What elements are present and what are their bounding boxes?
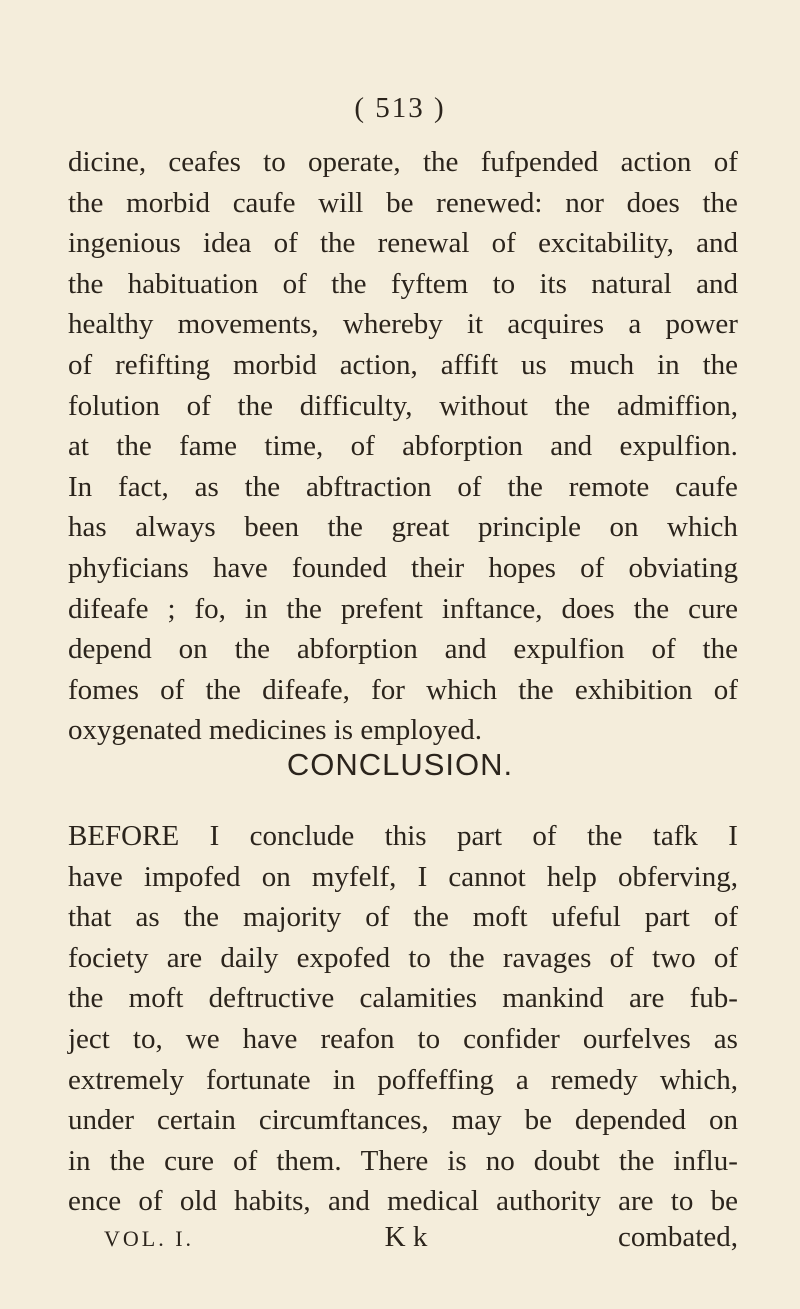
word: morbid: [233, 348, 317, 381]
word: been: [244, 511, 299, 544]
text-line: [68, 897, 738, 938]
paragraph-2: [68, 816, 738, 1222]
word: have: [212, 551, 268, 584]
word: fub-: [689, 982, 738, 1015]
word: the: [586, 820, 623, 852]
word: poffeffing: [377, 1063, 494, 1096]
word: doubt: [533, 1144, 600, 1177]
word: the: [68, 186, 104, 219]
word: the: [633, 592, 670, 625]
word: the: [244, 470, 281, 503]
word: ;: [167, 592, 176, 625]
word: be: [386, 186, 414, 219]
word: ence: [68, 1185, 122, 1218]
word: fufpended: [480, 146, 599, 178]
word: the: [618, 1144, 655, 1177]
word: I: [417, 860, 428, 893]
word: caufe: [232, 186, 296, 219]
word: are: [618, 1185, 654, 1218]
word: in: [244, 592, 268, 625]
word: influ-: [673, 1144, 738, 1177]
word: difeafe: [68, 592, 149, 625]
word: certain: [156, 1104, 236, 1137]
word: cure: [164, 1144, 215, 1177]
word: a: [628, 308, 642, 341]
word: obviating: [628, 551, 738, 584]
word: operate,: [308, 146, 401, 178]
word: tafk: [652, 820, 698, 852]
word: renewal: [377, 227, 470, 260]
word: daily: [220, 941, 279, 974]
page-number: ( 513 ): [354, 92, 446, 124]
word: to: [408, 941, 431, 974]
word: will: [318, 186, 364, 219]
word: a: [515, 1063, 529, 1096]
word: habits,: [234, 1185, 311, 1218]
word: exhibition: [574, 673, 693, 706]
word: are: [628, 982, 665, 1015]
word: difficulty,: [299, 389, 413, 422]
word: have: [242, 1022, 298, 1055]
word: us: [521, 348, 547, 381]
word: at: [68, 430, 89, 463]
word: ourfelves: [582, 1022, 691, 1055]
word: medical: [387, 1185, 479, 1218]
word: in: [68, 1144, 91, 1177]
word: hopes: [488, 551, 556, 584]
word: its: [539, 267, 567, 300]
word: renewed:: [436, 186, 543, 219]
word: authority: [496, 1185, 601, 1218]
word: of: [186, 389, 211, 422]
word: excitability,: [538, 227, 674, 260]
word: remedy: [550, 1063, 638, 1096]
word: the: [554, 389, 591, 422]
word: to,: [132, 1022, 163, 1055]
word: impofed: [143, 860, 241, 893]
text-line: [68, 467, 738, 508]
catchword: combated,: [618, 1221, 738, 1253]
page-footer: [104, 1221, 738, 1254]
text-line: [68, 670, 738, 711]
word: on: [178, 633, 208, 666]
word: on: [708, 1104, 738, 1137]
word: fact,: [118, 470, 169, 503]
text-line: [68, 507, 738, 548]
word: as: [713, 1022, 738, 1055]
word: dicine,: [68, 146, 147, 178]
word: part: [644, 901, 690, 934]
word: to: [417, 1022, 441, 1055]
word: it: [467, 308, 484, 341]
word: and: [327, 1185, 370, 1218]
text-line: [68, 183, 738, 224]
word: to: [670, 1185, 694, 1218]
text-line: [68, 345, 738, 386]
word: mankind: [502, 982, 604, 1015]
word: movements,: [177, 308, 319, 341]
word: conclude: [249, 820, 355, 852]
text-line: [68, 548, 738, 589]
word: idea: [203, 227, 252, 260]
word: affift: [440, 348, 499, 381]
word: prefent: [340, 592, 423, 625]
word: time,: [264, 430, 324, 463]
word: which,: [659, 1063, 738, 1096]
word: moft: [472, 901, 528, 934]
word: be: [710, 1185, 738, 1218]
word: have: [68, 860, 123, 893]
word: we: [185, 1022, 220, 1055]
word: great: [391, 511, 450, 544]
word: inftance,: [441, 592, 543, 625]
word: depended: [574, 1104, 687, 1137]
word: depend: [68, 633, 152, 666]
word: obferving,: [617, 860, 738, 893]
word: refifting: [115, 348, 211, 381]
word: of: [68, 348, 93, 381]
word: of: [580, 551, 605, 584]
word: fortunate: [206, 1063, 311, 1096]
word: ufeful: [551, 901, 621, 934]
word: ject: [68, 1022, 110, 1055]
word: habituation: [127, 267, 259, 300]
text-line: [68, 938, 738, 979]
text-line: [68, 304, 738, 345]
word: fociety: [68, 941, 149, 974]
word: of: [350, 430, 375, 463]
word: part: [456, 820, 503, 852]
word: the: [702, 633, 738, 666]
word: in: [332, 1063, 356, 1096]
word: the: [319, 227, 356, 260]
word: myfelf,: [311, 860, 397, 893]
signature-mark: K k: [384, 1221, 428, 1253]
word: their: [411, 551, 465, 584]
word: no: [485, 1144, 515, 1177]
word: as: [135, 901, 160, 934]
text-line: [68, 589, 738, 630]
text-line: oxygenated medicines is employed.: [68, 714, 482, 747]
word: action: [620, 146, 692, 178]
word: the: [518, 673, 554, 706]
word: the: [286, 592, 322, 625]
word: of: [233, 1144, 258, 1177]
word: cure: [688, 592, 738, 625]
word: of: [713, 941, 738, 974]
word: of: [651, 633, 676, 666]
word: fyftem: [390, 267, 469, 300]
word: the: [422, 146, 459, 178]
word: remote: [568, 470, 650, 503]
word: the: [413, 901, 449, 934]
word: circumftances,: [258, 1104, 429, 1137]
word: caufe: [675, 470, 738, 503]
word: I: [728, 820, 738, 852]
word: the: [237, 389, 273, 422]
word: founded: [291, 551, 387, 584]
word: ingenious: [68, 227, 181, 260]
word: abftraction: [305, 470, 432, 503]
word: the: [702, 186, 738, 219]
word: of: [609, 941, 634, 974]
word: I: [209, 820, 220, 852]
word: and: [444, 633, 487, 666]
word: natural: [591, 267, 672, 300]
word: abforption: [296, 633, 418, 666]
word: the: [109, 1144, 146, 1177]
word: majority: [243, 901, 342, 934]
word: is: [447, 1144, 467, 1177]
word: nor: [565, 186, 604, 219]
word: moft: [128, 982, 184, 1015]
word: under: [68, 1104, 135, 1137]
word: extremely: [68, 1063, 184, 1096]
word: abforption: [402, 430, 523, 463]
word: action,: [339, 348, 418, 381]
word: BEFORE: [68, 820, 180, 852]
word: does: [626, 186, 680, 219]
word: the: [68, 267, 104, 300]
text-line: [68, 1019, 738, 1060]
word: of: [713, 673, 738, 706]
word: of: [532, 820, 557, 852]
text-line: [68, 1100, 738, 1141]
word: of: [491, 227, 516, 260]
word: of: [273, 227, 298, 260]
word: may: [451, 1104, 502, 1137]
text-line: [68, 264, 738, 305]
text-line: [68, 1181, 738, 1222]
text-line: [68, 978, 738, 1019]
word: morbid: [126, 186, 210, 219]
word: in: [657, 348, 680, 381]
word: them.: [276, 1144, 342, 1177]
text-line: [68, 816, 738, 857]
word: the: [116, 430, 152, 463]
word: whereby: [342, 308, 443, 341]
text-line: [68, 1141, 738, 1182]
text-line: [68, 142, 738, 183]
word: the: [507, 470, 543, 503]
word: as: [194, 470, 219, 503]
word: on: [261, 860, 291, 893]
word: to: [263, 146, 286, 178]
word: of: [713, 901, 738, 934]
text-line: [68, 1060, 738, 1101]
word: healthy: [68, 308, 154, 341]
word: and: [696, 267, 738, 300]
word: without: [439, 389, 528, 422]
word: ravages: [502, 941, 592, 974]
word: fo,: [194, 592, 226, 625]
word: this: [384, 820, 427, 852]
word: of: [282, 267, 307, 300]
word: has: [68, 511, 107, 544]
paragraph-1: [68, 142, 738, 751]
word: deftructive: [208, 982, 335, 1015]
word: help: [546, 860, 597, 893]
word: difeafe,: [262, 673, 350, 706]
text-line: [68, 426, 738, 467]
word: old: [179, 1185, 217, 1218]
word: of: [365, 901, 390, 934]
word: and: [696, 227, 738, 260]
word: expulfion: [513, 633, 625, 666]
word: and: [550, 430, 593, 463]
word: which: [426, 673, 498, 706]
text-line: [68, 629, 738, 670]
word: acquires: [507, 308, 605, 341]
word: always: [135, 511, 216, 544]
word: does: [561, 592, 615, 625]
word: There: [360, 1144, 429, 1177]
word: the: [205, 673, 241, 706]
word: on: [609, 511, 639, 544]
word: be: [524, 1104, 552, 1137]
word: the: [183, 901, 220, 934]
word: power: [665, 308, 738, 341]
word: that: [68, 901, 112, 934]
word: to: [492, 267, 516, 300]
word: of: [713, 146, 738, 178]
word: principle: [477, 511, 582, 544]
word: the: [331, 267, 367, 300]
volume-label: VOL. I.: [104, 1226, 195, 1251]
word: the: [449, 941, 485, 974]
word: admiffion,: [616, 389, 738, 422]
word: for: [371, 673, 405, 706]
word: are: [166, 941, 203, 974]
word: the: [327, 511, 363, 544]
word: of: [457, 470, 482, 503]
word: the: [234, 633, 270, 666]
word: folution: [68, 389, 160, 422]
word: cannot: [448, 860, 526, 893]
word: fomes: [68, 673, 139, 706]
word: which: [667, 511, 738, 544]
word: phyficians: [68, 551, 189, 584]
text-line: [68, 857, 738, 898]
text-line: [68, 386, 738, 427]
word: the: [68, 982, 104, 1015]
word: two: [652, 941, 696, 974]
word: fame: [179, 430, 238, 463]
word: the: [702, 348, 738, 381]
word: confider: [463, 1022, 560, 1055]
word: ceafes: [168, 146, 241, 178]
word: much: [569, 348, 635, 381]
word: calamities: [359, 982, 478, 1015]
word: In: [68, 470, 93, 503]
word: of: [138, 1185, 163, 1218]
word: expulfion.: [619, 430, 738, 463]
word: of: [160, 673, 185, 706]
word: expofed: [296, 941, 391, 974]
section-heading: CONCLUSION.: [286, 747, 514, 782]
text-line: [68, 223, 738, 264]
word: reafon: [320, 1022, 395, 1055]
